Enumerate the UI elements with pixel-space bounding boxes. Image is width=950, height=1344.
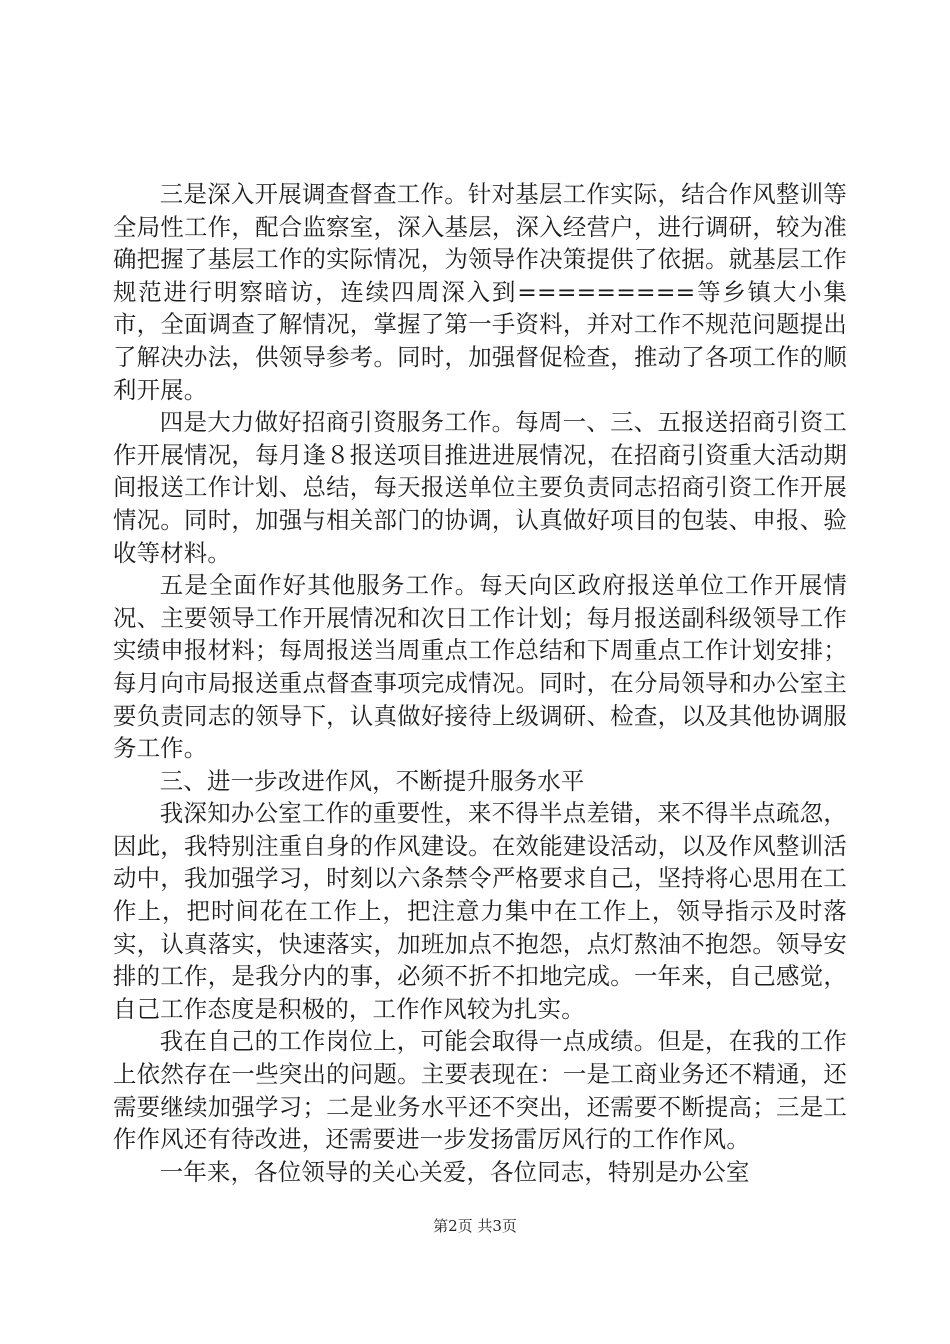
paragraph-investment-service: 四是大力做好招商引资服务工作。每周一、三、五报送招商引资工作开展情况，每月逢８报送项目推进进展情况，在招商引资重大活动期间报送工作计划、总结，每天报送单位主要负责同志招商引资工作开展情况。同时，加强与相关部门的协调，认真做好项目的包装、申报、验收等材料。 bbox=[113, 408, 847, 567]
paragraph-other-services: 五是全面作好其他服务工作。每天向区政府报送单位工作开展情况、主要领导工作开展情况和次日工作计划；每月报送副科级领导工作实绩申报材料；每周报送当周重点工作总结和下周重点工作计划安排；每月向市局报送重点督查事项完成情况。同时，在分局领导和办公室主要负责同志的领导下，认真做好接待上级调研、检查，以及其他协调服务工作。 bbox=[113, 571, 847, 763]
paragraph-work-style: 我深知办公室工作的重要性，来不得半点差错，来不得半点疏忽，因此，我特别注重自身的作风建设。在效能建设活动，以及作风整训活动中，我加强学习，时刻以六条禁令严格要求自己，坚持将心思用在工作上，把时间花在工作上，把注意力集中在工作上，领导指示及时落实，认真落实，快速落实，加班加点不抱怨，点灯熬油不抱怨。领导安排的工作，是我分内的事，必须不折不扣地完成。一年来，自己感觉，自己工作态度是积极的，工作作风较为扎实。 bbox=[113, 799, 847, 1023]
section-heading: 三、进一步改进作风，不断提升服务水平 bbox=[159, 766, 585, 795]
page-number-footer: 第2页 共3页 bbox=[433, 1217, 517, 1235]
paragraph-thanks: 一年来，各位领导的关心关爱，各位同志，特别是办公室 bbox=[159, 1157, 750, 1186]
paragraph-investigation: 三是深入开展调查督查工作。针对基层工作实际，结合作风整训等全局性工作，配合监察室，深入基层，深入经营户，进行调研，较为准确把握了基层工作的实际情况，为领导作决策提供了依据。就基层工作规范进行明察暗访，连续四周深入到=========等乡镇大小集市，全面调查了解情况，掌握了第一手资料，并对工作不规范问题提出了解决办法，供领导参考。同时，加强督促检查，推动了各项工作的顺利开展。 bbox=[113, 180, 847, 404]
paragraph-shortcomings: 我在自己的工作岗位上，可能会取得一点成绩。但是，在我的工作上依然存在一些突出的问题。主要表现在：一是工商业务还不精通，还需要继续加强学习；二是业务水平还不突出，还需要不断提高；三是工作作风还有待改进，还需要进一步发扬雷厉风行的工作作风。 bbox=[113, 1027, 847, 1154]
document-body bbox=[113, 178, 847, 1188]
